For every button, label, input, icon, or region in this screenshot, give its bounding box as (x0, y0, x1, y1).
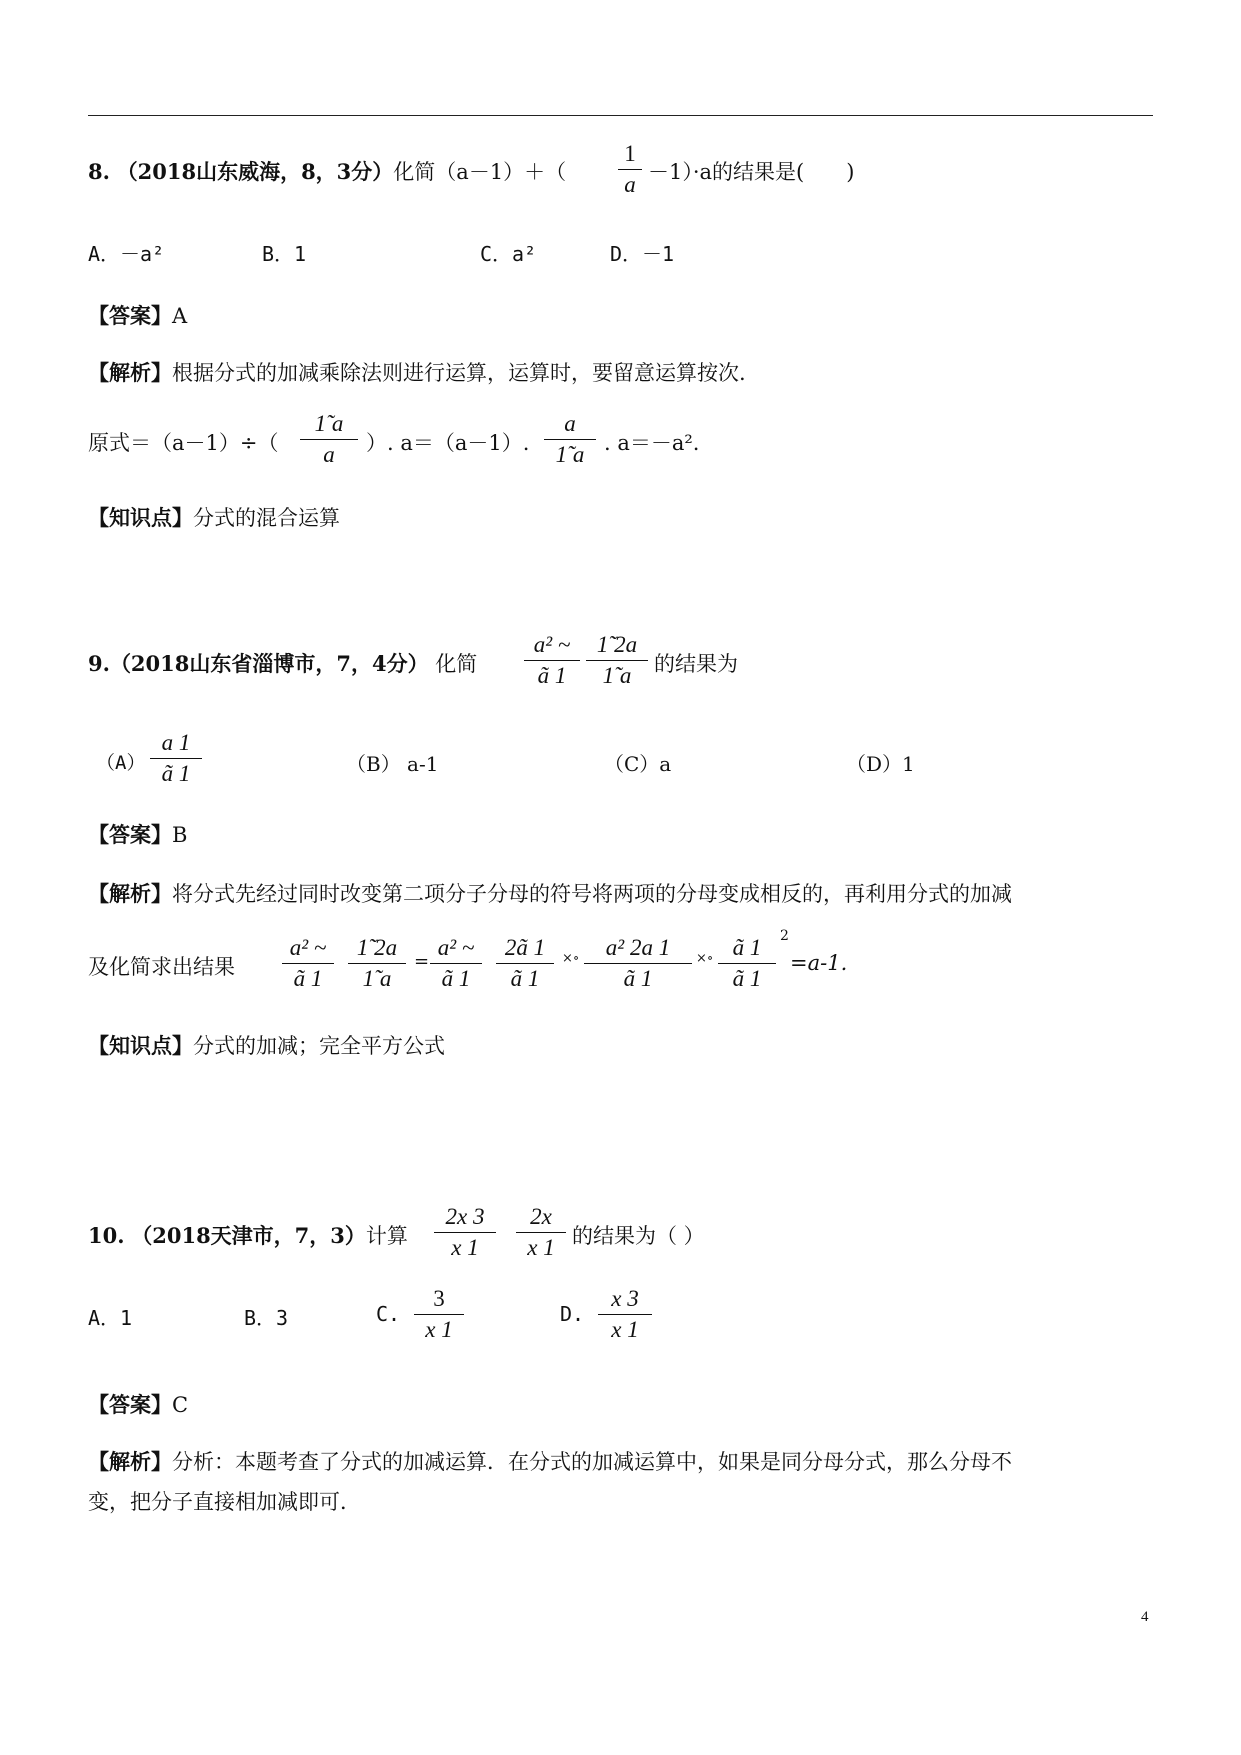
q8-number: 8. (88, 159, 110, 184)
q8-option-c: C．a² (480, 242, 537, 266)
q8-source: （2018山东威海，8，3分） (116, 159, 394, 184)
q9-stem: 9.（2018山东省淄博市，7，4分） 化简 (88, 651, 478, 676)
q9-work-square: 2 (780, 928, 789, 944)
q9-work-fraction-1: a² ~ ã 1 (282, 935, 334, 992)
q10-analysis-2: 变，把分子直接相加减即可． (88, 1490, 361, 1514)
q9-knowledge: 【知识点】分式的加减；完全平方公式 (88, 1033, 445, 1058)
q9-work-end: =a-1. (790, 951, 848, 975)
q10-option-d-fraction: x 3 x 1 (598, 1286, 652, 1343)
q8-option-a: A．－a² (88, 242, 165, 266)
q9-work-fraction-3: a² ~ ã 1 (430, 935, 482, 992)
q10-analysis: 【解析】分析：本题考查了分式的加减运算．在分式的加减运算中，如果是同分母分式，那么分母不 (88, 1449, 1012, 1474)
q9-option-d: （D）1 (846, 752, 915, 776)
q8-stem (88, 156, 566, 186)
q8-work-fraction-1: 1̃ a a (300, 411, 358, 468)
q8-stem-a: 化简（a－1）＋（ (393, 160, 567, 184)
q8-work-fraction-2: a 1̃ a (544, 411, 596, 468)
q9-work-op-1: ×∘ (562, 951, 580, 966)
q8-work-mid: ）. a＝（a－1）. (366, 431, 530, 455)
q9-option-a-label: （A） (96, 752, 146, 774)
q8-option-d: D．－1 (610, 242, 675, 266)
q10-stem: 10. （2018天津市，7，3）计算 (88, 1223, 408, 1248)
q9-fraction-2: 1̃ 2a 1̃ a (586, 632, 648, 689)
header-rule (88, 115, 1153, 116)
q8-stem-b: －1）·a的结果是( ) (648, 160, 855, 184)
q8-option-b: B．1 (262, 242, 307, 266)
q10-stem-b: 的结果为（ ） (572, 1224, 705, 1248)
q9-work-fraction-5: a² 2a 1 ã 1 (584, 935, 692, 992)
q9-option-b: （B） a-1 (346, 752, 439, 776)
q8-analysis: 【解析】根据分式的加减乘除法则进行运算，运算时，要留意运算按次. (88, 360, 746, 385)
q10-option-a: A．1 (88, 1306, 133, 1330)
q8-knowledge: 【知识点】分式的混合运算 (88, 505, 340, 530)
q9-work-fraction-6: ã 1 ã 1 (718, 935, 776, 992)
q8-work-suffix: . a＝－a². (604, 431, 700, 455)
q8-answer: 【答案】A (88, 303, 188, 328)
q10-option-d-label: D. (560, 1302, 585, 1326)
q9-analysis: 【解析】将分式先经过同时改变第二项分子分母的符号将两项的分母变成相反的，再利用分式的加减 (88, 881, 1012, 906)
q8-work-prefix: 原式＝（a－1）÷（ (88, 431, 279, 455)
q10-fraction-2: 2x x 1 (516, 1204, 566, 1261)
q9-work-op-2: ×∘ (696, 951, 714, 966)
q10-option-c-fraction: 3 x 1 (414, 1286, 464, 1343)
q10-option-c-label: C. (376, 1302, 401, 1326)
page-number: 4 (1141, 1609, 1149, 1625)
q9-stem-b: 的结果为 (654, 652, 738, 676)
q9-work-equals: = (414, 951, 430, 972)
q9-answer: 【答案】B (88, 822, 188, 847)
q9-option-a-fraction: a 1 ã 1 (150, 730, 202, 787)
q8-fraction: 1 a (618, 141, 642, 198)
q9-work-fraction-4: 2ã 1 ã 1 (496, 935, 554, 992)
q10-fraction-1: 2x 3 x 1 (434, 1204, 496, 1261)
q10-option-b: B．3 (244, 1306, 289, 1330)
q9-fraction-1: a² ~ ã 1 (524, 632, 580, 689)
q9-option-c: （C）a (604, 752, 672, 776)
q9-analysis-2: 及化简求出结果 (88, 955, 235, 979)
q10-answer: 【答案】C (88, 1392, 189, 1417)
q9-work-fraction-2: 1̃ 2a 1̃ a (348, 935, 406, 992)
